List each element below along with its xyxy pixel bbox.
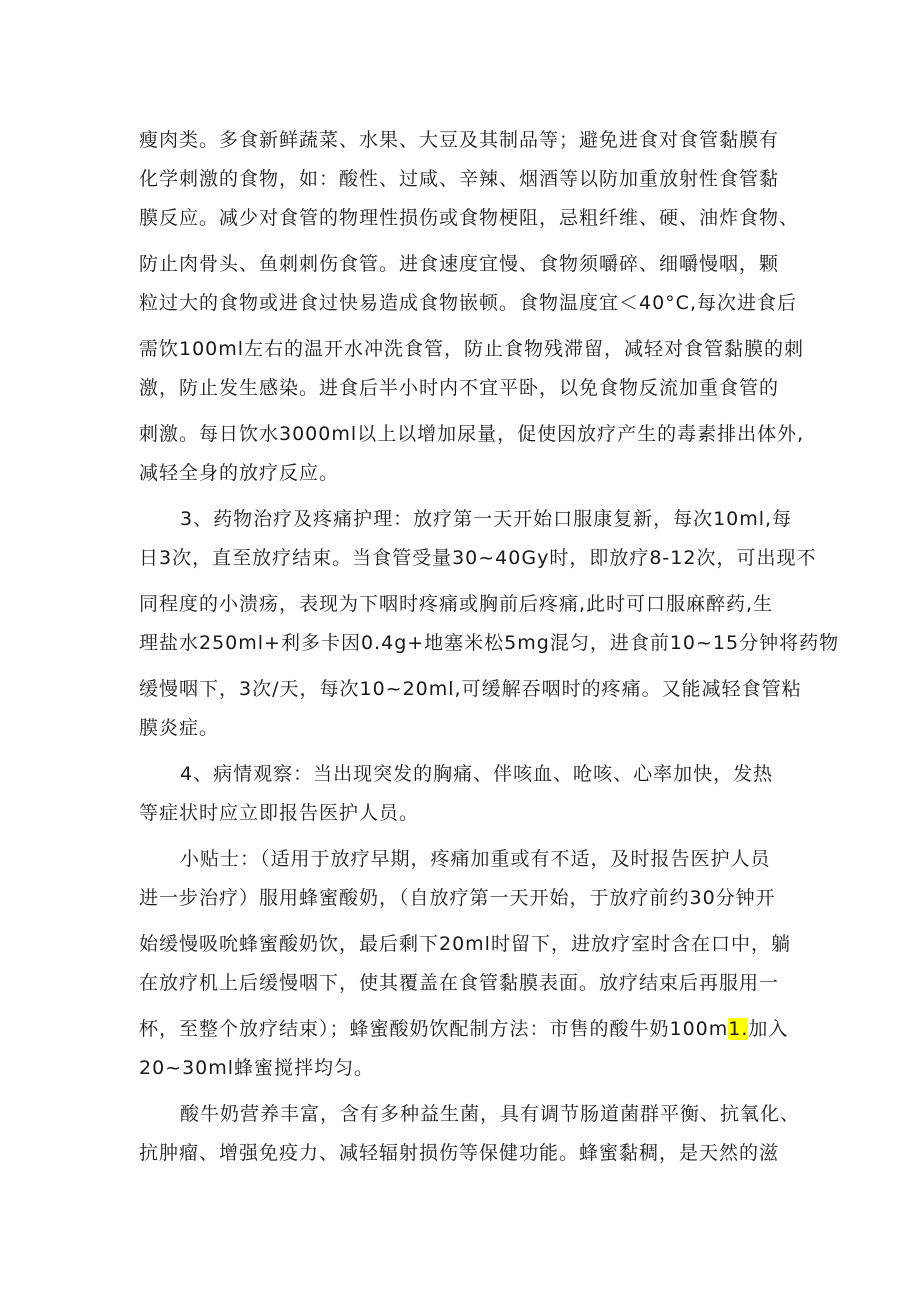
text-segment: 加入 [748, 1018, 789, 1040]
text-line: 进一步治疗）服用蜂蜜酸奶，（自放疗第一天开始，于放疗前约30分钟开 [139, 887, 776, 909]
text-line: 在放疗机上后缓慢咽下，使其覆盖在食管黏膜表面。放疗结束后再服用一 [139, 972, 780, 994]
text-line: 理盐水250ml+利多卡因0.4g+地塞米松5mg混匀，进食前10~15分钟将药物 [139, 632, 840, 654]
text-line: 等症状时应立即报告医护人员。 [139, 802, 420, 824]
text-line: 缓慢咽下，3次/天，每次10~20ml,可缓解吞咽时的疼痛。又能减轻食管粘 [139, 678, 802, 700]
text-line: 4、病情观察：当出现突发的胸痛、伴咳血、呛咳、心率加快，发热 [180, 763, 774, 785]
text-line: 酸牛奶营养丰富，含有多种益生菌，具有调节肠道菌群平衡、抗氧化、 [180, 1103, 801, 1125]
highlighted-text: 1. [728, 1018, 749, 1040]
text-line: 始缓慢吸吮蜂蜜酸奶饮，最后剩下20ml时留下，进放疗室时含在口中，躺 [139, 933, 791, 955]
text-line: 同程度的小溃疡，表现为下咽时疼痛或胸前后疼痛,此时可口服麻醉药,生 [139, 593, 774, 615]
text-segment: 杯，至整个放疗结束）；蜂蜜酸奶饮配制方法：市售的酸牛奶100m [139, 1018, 729, 1040]
text-line: 粒过大的食物或进食过快易造成食物嵌顿。食物温度宜＜40°C,每次进食后 [139, 292, 797, 314]
text-line: 减轻全身的放疗反应。 [139, 462, 340, 484]
text-line: 防止肉骨头、鱼刺刺伤食管。进食速度宜慢、食物须嚼碎、细嚼慢咽，颗 [139, 253, 780, 275]
text-line: 抗肿瘤、增强免疫力、减轻辐射损伤等保健功能。蜂蜜黏稠，是天然的滋 [139, 1142, 780, 1164]
text-line: 小贴士：（适用于放疗早期，疼痛加重或有不适，及时报告医护人员 [180, 848, 771, 870]
text-line [139, 1017, 788, 1041]
text-line: 激，防止发生感染。进食后半小时内不宜平卧，以免食物反流加重食管的 [139, 377, 780, 399]
text-line: 刺激。每日饮水3000ml以上以增加尿量，促使因放疗产生的毒素排出体外, [139, 423, 805, 445]
text-line: 3、药物治疗及疼痛护理：放疗第一天开始口服康复新，每次10ml,每 [180, 508, 793, 530]
text-line: 需饮100ml左右的温开水冲洗食管，防止食物残滞留，减轻对食管黏膜的刺 [139, 338, 805, 360]
text-line: 瘦肉类。多食新鲜蔬菜、水果、大豆及其制品等；避免进食对食管黏膜有 [139, 129, 780, 151]
text-line: 20~30ml蜂蜜搅拌均匀。 [139, 1057, 375, 1079]
text-line: 化学刺激的食物，如：酸性、过咸、辛辣、烟酒等以防加重放射性食管黏 [139, 168, 780, 190]
text-line: 日3次，直至放疗结束。当食管受量30~40Gy时，即放疗8-12次，可出现不 [139, 547, 817, 569]
text-line: 膜反应。减少对食管的物理性损伤或食物梗阻，忌粗纤维、硬、油炸食物、 [139, 207, 800, 229]
text-line: 膜炎症。 [139, 717, 220, 739]
